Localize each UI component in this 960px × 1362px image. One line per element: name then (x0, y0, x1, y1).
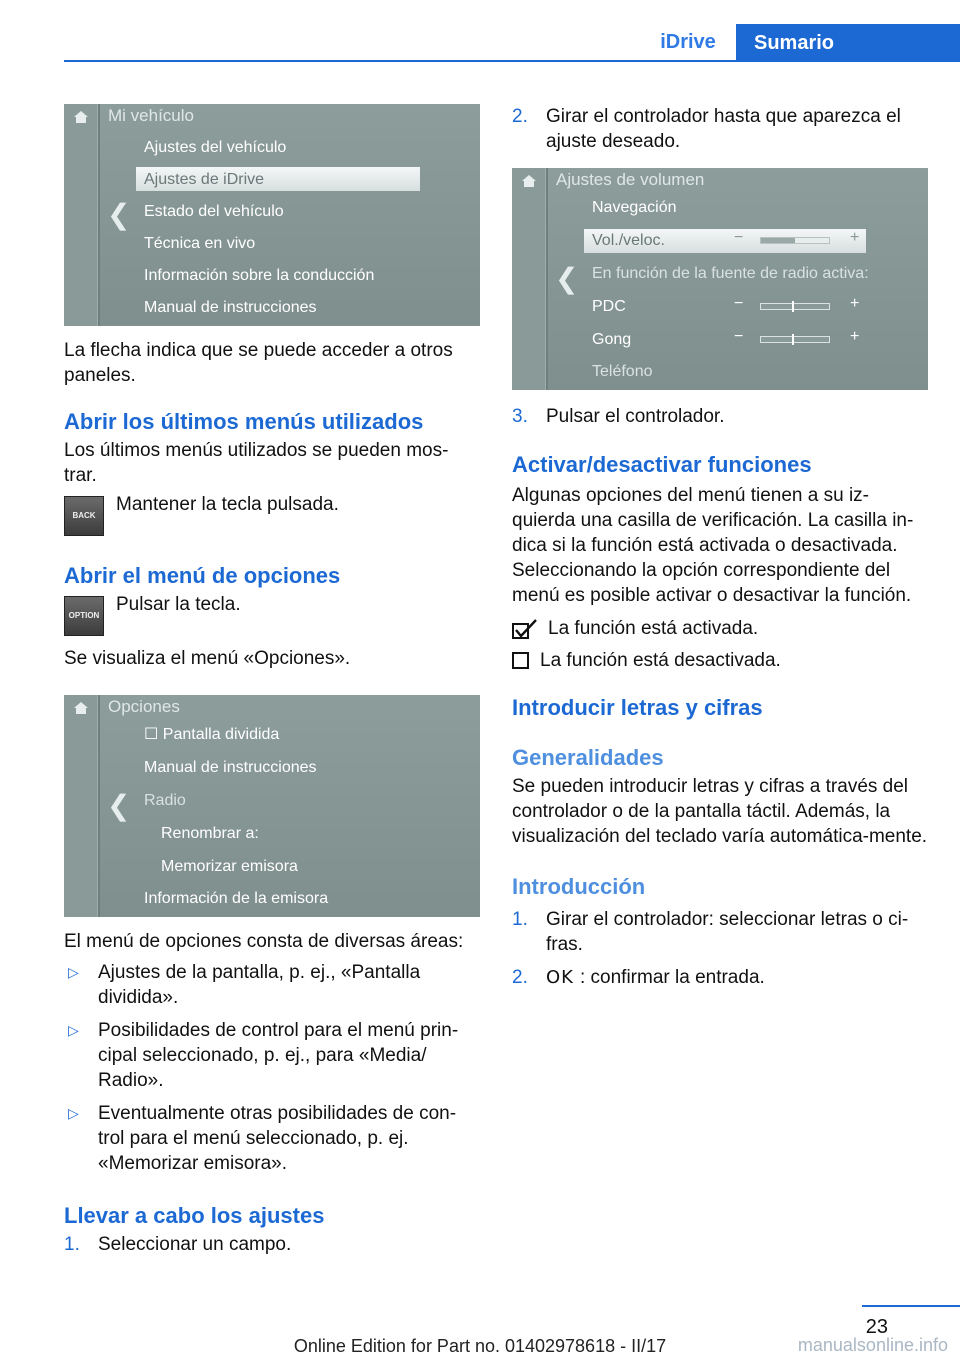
section-label: iDrive (660, 31, 716, 53)
heading-options-menu: Abrir el menú de opciones (64, 563, 341, 588)
step-item: 1. Seleccionar un campo. (64, 1234, 292, 1255)
menu-item: Manual de instrucciones (144, 299, 317, 316)
chevron-left-icon: ❮ (555, 262, 579, 295)
menu-item-selected: Vol./veloc. (592, 232, 665, 249)
chevron-left-icon: ❮ (107, 198, 131, 231)
screen-title: Ajustes de volumen (556, 170, 705, 189)
minus-icon: − (734, 328, 744, 345)
back-key-icon: BACK (64, 496, 104, 536)
list-item: ▷ Ajustes de la pantalla, p. ej., «Pantalla dividida». (68, 962, 421, 1008)
option-key-icon: OPTION (64, 596, 104, 636)
triangle-bullet-icon: ▷ (68, 964, 79, 980)
chevron-left-icon: ❮ (107, 789, 131, 822)
balance-slider (760, 303, 830, 310)
step-item: 2. Girar el controlador hasta que aparezca el ajuste deseado. (512, 106, 901, 152)
heading-input-letters: Introducir letras y cifras (512, 695, 763, 720)
menu-item: Manual de instrucciones (144, 759, 317, 776)
menu-item-selected: Ajustes de iDrive (144, 171, 265, 188)
home-icon (73, 701, 89, 715)
checked-legend (512, 616, 928, 648)
screen-title: Mi vehículo (108, 106, 194, 125)
screen-my-vehicle (64, 104, 480, 326)
footer-rule (862, 1305, 960, 1307)
checkbox-unchecked-icon (512, 652, 529, 669)
menu-item: Información de la emisora (144, 890, 329, 907)
heading-introduction: Introducción (512, 874, 646, 899)
screen-title: Opciones (108, 697, 180, 716)
menu-item: Información sobre la conducción (144, 267, 375, 284)
unchecked-legend (512, 648, 928, 680)
ok-icon: OK (546, 967, 574, 988)
checked-text: La función está activada. (548, 618, 759, 639)
menu-group-label: En función de la fuente de radio activa: (592, 265, 869, 282)
volume-slider (760, 237, 830, 244)
menu-item: Ajustes del vehículo (144, 139, 287, 156)
unchecked-text: La función está desactivada. (540, 650, 781, 671)
step-item: 2. OK : confirmar la entrada. (512, 967, 765, 988)
home-icon (521, 174, 537, 188)
left-column (64, 104, 480, 1257)
areas-list (64, 960, 480, 1176)
watermark: manualsonline.info (797, 1335, 948, 1355)
list-item: ▷ Posibilidades de control para el menú prin‐cipal seleccionado, p. ej., para «Media/ Radio». (68, 1020, 459, 1091)
option-key-text: Pulsar la tecla. (116, 594, 241, 615)
step-item: 3. Pulsar el controlador. (512, 406, 725, 427)
general-text: Se pueden introducir letras y cifras a través del controlador o de la pantalla táctil. Además, la visualización del teclado varía automática‐mente. (512, 776, 928, 847)
balance-slider (760, 336, 830, 343)
menu-item: Renombrar a: (161, 825, 259, 842)
header-rule (64, 60, 960, 62)
list-item: ▷ Eventualmente otras posibilidades de con‐trol para el menú seleccionado, p. ej. «Memorizar emisora». (68, 1103, 457, 1174)
plus-icon: + (850, 328, 860, 345)
toggle-text: Algunas opciones del menú tienen a su iz‐quierda una casilla de verificación. La casilla in‐dica si la función está activada o desactivada. Seleccionando la opción correspondiente del menú es posible activar o desactivar la función. (512, 485, 914, 606)
plus-icon: + (850, 229, 860, 246)
menu-item: PDC (592, 298, 626, 315)
right-column (512, 104, 928, 990)
home-icon (73, 110, 89, 124)
menu-item: Navegación (592, 199, 677, 216)
menu-item: Memorizar emisora (161, 858, 298, 875)
screen-options (64, 695, 480, 917)
arrow-note: La flecha indica que se puede acceder a otros paneles. (64, 340, 453, 386)
triangle-bullet-icon: ▷ (68, 1105, 79, 1121)
recent-menus-text: Los últimos menús utilizados se pueden mos‐trar. (64, 440, 449, 486)
menu-item: ☐ Pantalla dividida (144, 726, 280, 743)
triangle-bullet-icon: ▷ (68, 1022, 79, 1038)
minus-icon: − (734, 295, 744, 312)
checkbox-checked-icon (512, 618, 538, 640)
menu-group-label: Radio (144, 792, 186, 809)
heading-general: Generalidades (512, 745, 664, 770)
slider-tick (792, 301, 794, 312)
options-shown-text: Se visualiza el menú «Opciones». (64, 648, 351, 669)
plus-icon: + (850, 295, 860, 312)
option-key-row (64, 592, 480, 636)
slider-tick (792, 334, 794, 345)
menu-item: Gong (592, 331, 632, 348)
minus-icon: − (734, 229, 744, 246)
menu-item: Estado del vehículo (144, 203, 284, 220)
back-key-text: Mantener la tecla pulsada. (116, 494, 339, 515)
page-number: 23 (865, 1316, 888, 1338)
menu-item: Teléfono (592, 363, 653, 380)
back-key-row (64, 492, 480, 536)
step-item: 1. Girar el controlador: seleccionar letras o ci‐fras. (512, 909, 909, 955)
edition-line: Online Edition for Part no. 01402978618 - II/17 (293, 1336, 667, 1356)
heading-recent-menus: Abrir los últimos menús utilizados (64, 409, 424, 434)
heading-toggle-functions: Activar/desactivar funciones (512, 452, 812, 477)
screen-volume (512, 168, 928, 390)
heading-settings: Llevar a cabo los ajustes (64, 1203, 325, 1228)
summary-tab[interactable]: Sumario (736, 24, 960, 62)
menu-item: Técnica en vivo (144, 235, 256, 252)
areas-intro: El menú de opciones consta de diversas áreas: (64, 931, 464, 952)
